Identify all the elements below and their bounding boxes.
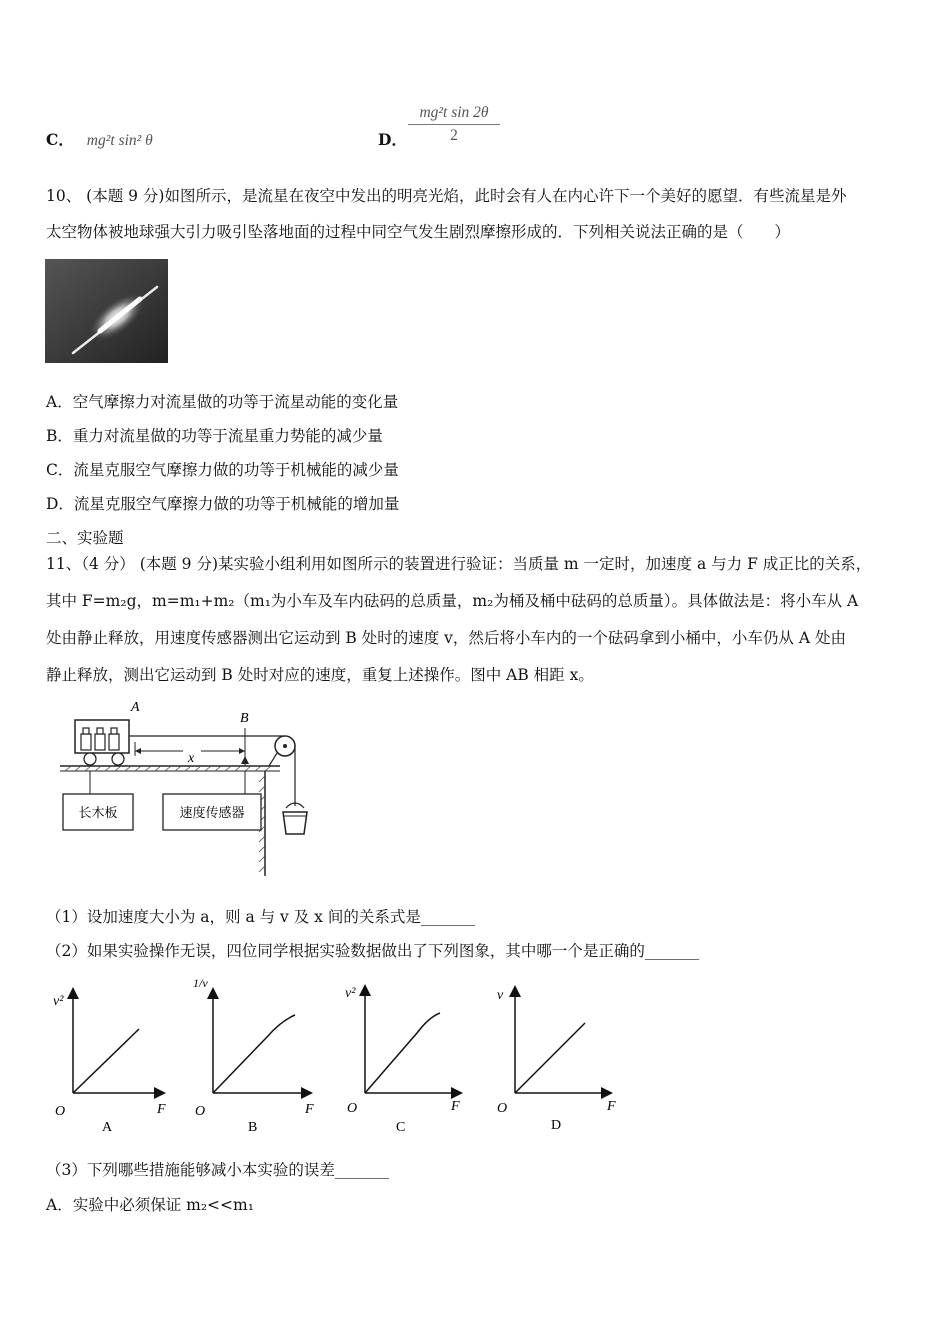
graph-a-caption: A <box>102 1120 113 1135</box>
graphs-figure <box>45 975 635 1140</box>
graph-a-origin: O <box>55 1104 66 1119</box>
sensor-marker <box>241 756 249 764</box>
graph-a-y-label: v² <box>53 994 64 1009</box>
graph-c-x-label: F <box>451 1099 460 1114</box>
label-x: x <box>188 751 195 766</box>
cart-wheel-right <box>112 753 124 765</box>
apparatus-diagram <box>55 698 325 883</box>
graph-b-curve <box>213 1015 295 1093</box>
q9-option-d-label: D． <box>378 130 407 149</box>
graph-d-y-label: v <box>497 988 504 1003</box>
bucket <box>283 812 307 834</box>
q11-sub1: （1）设加速度大小为 a，则 a 与 v 及 x 间的关系式是_______ <box>46 908 476 926</box>
q11-stem-line4: 静止释放，测出它运动到 B 处时对应的速度，重复上述操作。图中 AB 相距 x。 <box>46 666 594 684</box>
q9-option-d-numerator: mg²t sin 2θ <box>408 104 500 125</box>
graph-d-line <box>515 1023 585 1093</box>
graph-b-caption: B <box>248 1120 258 1135</box>
q10-stem-line1: 10、 (本题 9 分)如图所示，是流星在夜空中发出的明亮光焰，此时会有人在内心许下一个美好的愿望．有些流星是外 <box>46 187 847 205</box>
q9-option-c-expr: mg²t sin² θ <box>86 132 153 149</box>
q10-option-d: D．流星克服空气摩擦力做的功等于机械能的增加量 <box>46 495 400 513</box>
graph-c-curve <box>365 1013 440 1093</box>
graph-c <box>345 986 460 1135</box>
label-b: B <box>240 711 249 726</box>
graph-b-y-label: 1/v <box>193 976 208 990</box>
cart-wheel-left <box>84 753 96 765</box>
sensor-label: 速度传感器 <box>179 805 245 820</box>
q9-option-c-label: C． <box>46 130 74 149</box>
graph-a <box>53 993 166 1135</box>
cart-weights <box>81 728 119 750</box>
graph-c-y-label: v² <box>345 986 356 1001</box>
q11-sub3-option-a: A．实验中必须保证 m₂<<m₁ <box>46 1196 254 1214</box>
q11-stem-line2: 其中 F=m₂g，m=m₁+m₂（m₁为小车及车内砝码的总质量，m₂为桶及桶中砝码的总质量）。具体做法是：将小车从 A <box>46 592 859 610</box>
q9-option-c <box>46 128 153 150</box>
graph-a-x-label: F <box>157 1102 166 1117</box>
graph-b-origin: O <box>195 1104 206 1119</box>
graph-d-origin: O <box>497 1101 508 1116</box>
graph-c-caption: C <box>396 1120 406 1135</box>
q10-option-a: A．空气摩擦力对流星做的功等于流星动能的变化量 <box>46 393 399 411</box>
q10-stem-line2: 太空物体被地球强大引力吸引坠落地面的过程中同空气发生剧烈摩擦形成的．下列相关说法正确的是（ ） <box>46 223 791 241</box>
q11-sub3: （3）下列哪些措施能够减小本实验的误差_______ <box>46 1161 390 1179</box>
board-label: 长木板 <box>78 805 118 820</box>
graph-d <box>497 988 616 1133</box>
graph-a-line <box>73 1029 139 1093</box>
label-a: A <box>131 700 140 715</box>
section-title: 二、实验题 <box>46 529 124 547</box>
q10-option-c: C．流星克服空气摩擦力做的功等于机械能的减少量 <box>46 461 399 479</box>
meteor-photo <box>45 259 168 363</box>
q9-option-d-denominator: 2 <box>450 127 458 144</box>
graph-c-origin: O <box>347 1101 358 1116</box>
graph-d-x-label: F <box>607 1099 616 1114</box>
q9-option-d-fraction <box>408 104 500 145</box>
graph-b <box>193 976 314 1135</box>
q11-sub2: （2）如果实验操作无误，四位同学根据实验数据做出了下列图象，其中哪一个是正确的_______ <box>46 942 700 960</box>
q11-stem-line1: 11、（4 分） (本题 9 分)某实验小组利用如图所示的装置进行验证：当质量 m 一定时，加速度 a 与力 F 成正比的关系， <box>46 555 872 573</box>
meteor-streak-graphic <box>45 259 168 363</box>
graph-b-x-label: F <box>305 1102 314 1117</box>
q11-stem-line3: 处由静止释放，用速度传感器测出它运动到 B 处时的速度 v，然后将小车内的一个砝码拿到小桶中，小车仍从 A 处由 <box>46 629 846 647</box>
graph-d-caption: D <box>551 1118 562 1133</box>
q10-option-b: B．重力对流星做的功等于流星重力势能的减少量 <box>46 427 383 445</box>
